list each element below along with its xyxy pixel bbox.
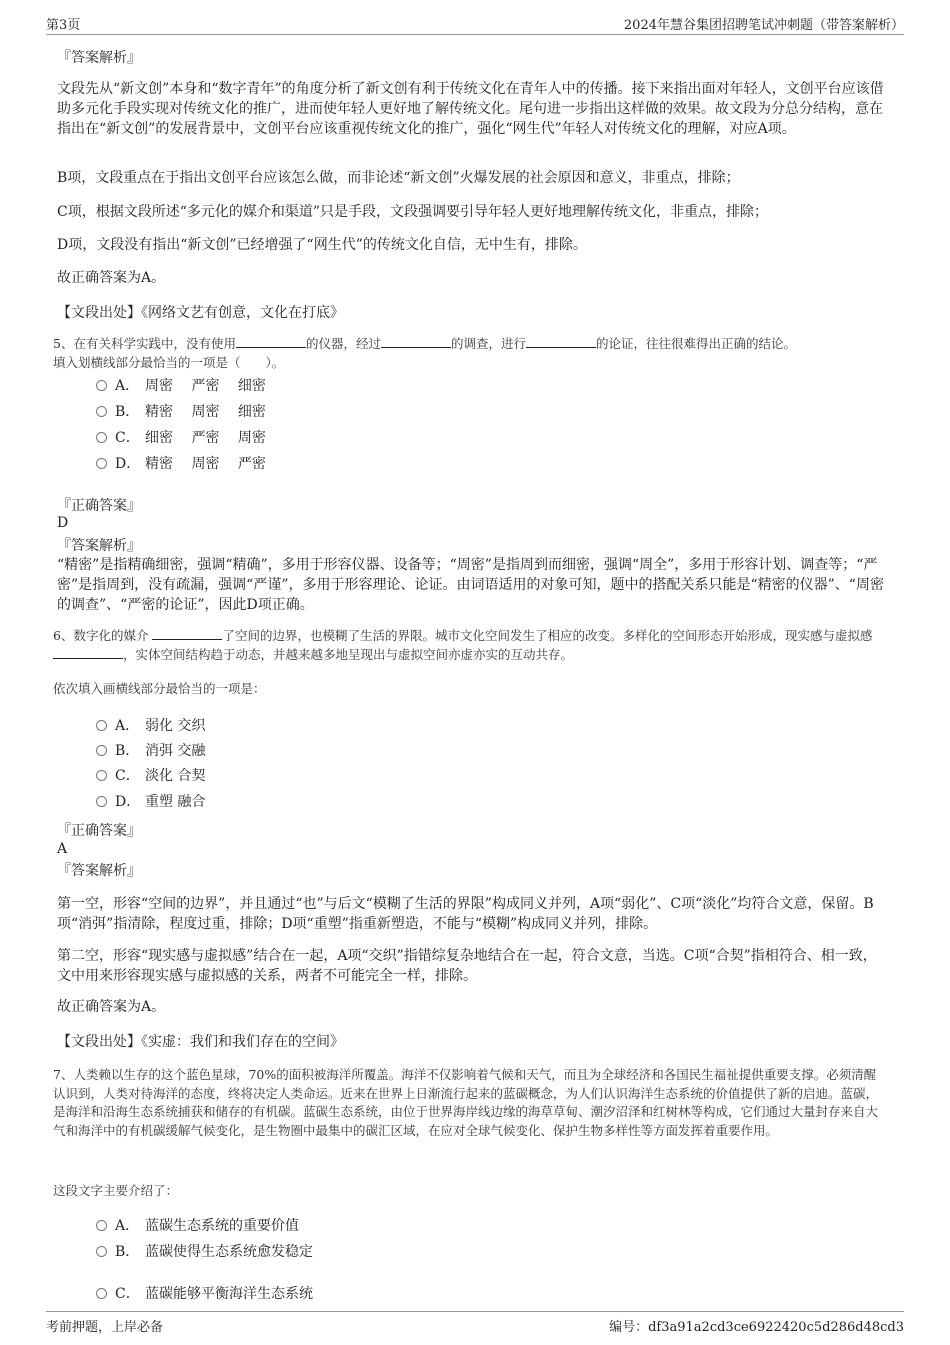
q6-stem-part: ，实体空间结构趋于动态，并越来越多地呈现出与虚拟空间亦虚亦实的互动共存。 [123,646,574,662]
option-text: 蓝碳生态系统的重要价值 [145,1218,299,1234]
footer-slogan: 考前押题，上岸必备 [46,1320,164,1335]
option-text: 精密 周密 严密 [145,456,266,472]
q7-instruction: 这段文字主要介绍了： [53,1183,179,1198]
radio-icon[interactable] [96,1246,107,1257]
option-letter: B． [115,743,140,759]
radio-icon[interactable] [96,745,107,756]
q4-analysis-p4: D项，文段没有指出“新文创”已经增强了“网生代”的传统文化自信，无中生有，排除。 [57,237,587,253]
q6-blank-2 [53,646,123,659]
option-letter: C． [115,768,140,784]
radio-icon[interactable] [96,406,107,417]
option-letter: D． [115,456,141,472]
q5-option-b[interactable] [96,402,266,422]
q6-instruction: 依次填入画横线部分最恰当的一项是： [53,681,266,696]
radio-icon[interactable] [96,380,107,391]
q5-option-a[interactable] [96,376,266,396]
q5-blank-2 [381,335,451,348]
page-header [46,14,904,35]
q5-stem-part: 的仪器，经过 [305,336,381,351]
radio-icon[interactable] [96,1288,107,1299]
q4-source: 【文段出处】《网络文艺有创意，文化在打底》 [57,305,344,321]
option-text: 淡化 合契 [145,768,206,784]
q7-stem: 7、人类赖以生存的这个蓝色星球，70%的面积被海洋所覆盖。海洋不仅影响着气候和天气，而且为全球经济和各国民生福祉提供重要支撑。必须清醒认识到，人类对待海洋的态度，终将决定人类命运。近来在世界上日渐流行起来的蓝碳概念，为人们认识海洋生态系统的价值提供了新的启迪。蓝碳，是海洋和沿海生态系统捕获和储存的有机碳。蓝碳生态系统，由位于世界海岸线边缘的海草草甸、潮汐沼泽和红树林等构成，它们通过大量封存来自大气和海洋中的有机碳缓解气候变化，是生物圈中最集中的碳汇区域，在应对全球气候变化、保护生物多样性等方面发挥着重要作用。 [53,1067,879,1138]
option-text: 精密 周密 细密 [145,404,266,420]
option-letter: C． [115,1286,140,1302]
q5-option-c[interactable] [96,428,266,448]
q5-stem-part: 5、在有关科学实践中，没有使用 [53,336,236,351]
radio-icon[interactable] [96,796,107,807]
q6-stem [53,627,888,664]
radio-icon[interactable] [96,770,107,781]
option-letter: A． [115,718,140,734]
q4-conclusion: 故正确答案为A。 [57,270,166,286]
q7-option-a[interactable] [96,1216,299,1236]
q5-answer-title: 『正确答案』 [57,498,141,514]
q6-option-c[interactable] [96,766,205,786]
option-letter: A． [115,1218,140,1234]
page-footer [46,1311,904,1338]
q6-analysis-p1: 第一空，形容“空间的边界”，并且通过“也”与后文“模糊了生活的界限”构成同义并列，A项“弱化”、C项“淡化”均符合文意，保留。B项“消弭”指清除，程度过重，排除；D项“重塑”指重新塑造，不能与“模糊”构成同义并列，排除。 [57,896,874,932]
q5-analysis: “精密”是指精确细密，强调“精确”，多用于形容仪器、设备等；“周密”是指周到而细密，强调“周全”，多用于形容计划、调查等；“严密”是指周到，没有疏漏，强调“严谨”，多用于形容理论、论证。由词语适用的对象可知，题中的搭配关系只能是“精密的仪器”、“周密的调查”、“严密的论证”，因此D项正确。 [57,557,884,613]
q5-stem-part: 的论证，往往很难得出正确的结论。 [596,336,797,351]
option-text: 重塑 融合 [145,794,206,810]
q6-answer: A [57,841,68,857]
option-text: 蓝碳能够平衡海洋生态系统 [145,1286,313,1302]
option-letter: C． [115,430,140,446]
option-letter: A． [115,378,140,394]
q4-analysis-p1: 文段先从“新文创”本身和“数字青年”的角度分析了新文创有利于传统文化在青年人中的传播。接下来指出面对年轻人，文创平台应该借助多元化手段实现对传统文化的推广，进而使年轻人更好地了解传统文化。尾句进一步指出这样做的效果。故文段为分总分结构，意在指出在“新文创”的发展背景中，文创平台应该重视传统文化的推广，强化“网生代”年轻人对传统文化的理解，对应A项。 [57,81,884,137]
q5-stem-part: 的调查，进行 [450,336,526,351]
option-text: 细密 严密 周密 [145,430,266,446]
q7-option-c[interactable] [96,1284,313,1304]
q6-analysis-title: 『答案解析』 [57,863,141,879]
q5-blank-1 [236,335,306,348]
option-text: 消弭 交融 [145,743,206,759]
option-text: 弱化 交织 [145,718,206,734]
q5-blank-3 [526,335,596,348]
q7-option-b[interactable] [96,1242,313,1262]
document-id: 编号：df3a91a2cd3ce6922420c5d286d48cd3 [609,1320,904,1335]
q5-instruction: 填入划横线部分最恰当的一项是（ ）。 [53,355,285,370]
q4-analysis-p2: B项，文段重点在于指出文创平台应该怎么做，而非论述“新文创”火爆发展的社会原因和意义，非重点，排除； [57,170,740,186]
q6-option-d[interactable] [96,792,205,812]
q6-blank-1 [152,627,222,640]
radio-icon[interactable] [96,458,107,469]
radio-icon[interactable] [96,1220,107,1231]
q6-option-b[interactable] [96,741,205,761]
q6-stem-part: 了空间的边界，也模糊了生活的界限。城市文化空间发生了相应的改变。多样化的空间形态开始形成，现实感与虚拟感 [222,628,873,643]
option-letter: B． [115,1244,140,1260]
radio-icon[interactable] [96,432,107,443]
option-letter: B． [115,404,140,420]
option-text: 蓝碳使得生态系统愈发稳定 [145,1244,313,1260]
q5-stem [53,335,888,354]
page-number: 第3页 [46,18,81,33]
q6-conclusion: 故正确答案为A。 [57,999,166,1015]
q6-stem-part: 6、数字化的媒介 [53,628,149,643]
q5-option-d[interactable] [96,454,266,474]
option-letter: D． [115,794,141,810]
q4-analysis-p3: C项，根据文段所述“多元化的媒介和渠道”只是手段，文段强调要引导年轻人更好地理解传统文化，非重点，排除； [57,204,769,220]
document-title: 2024年慧谷集团招聘笔试冲刺题（带答案解析） [623,18,904,33]
radio-icon[interactable] [96,720,107,731]
q5-analysis-title: 『答案解析』 [57,538,141,554]
q6-source: 【文段出处】《实虚：我们和我们存在的空间》 [57,1034,344,1050]
q6-option-a[interactable] [96,716,205,736]
q4-analysis-title: 『答案解析』 [57,50,141,66]
option-text: 周密 严密 细密 [145,378,266,394]
q6-answer-title: 『正确答案』 [57,823,141,839]
q6-analysis-p2: 第二空，形容“现实感与虚拟感”结合在一起，A项“交织”指错综复杂地结合在一起，符合文意，当选。C项“合契”指相符合、相一致，文中用来形容现实感与虚拟感的关系，两者不可能完全一样，排除。 [57,948,877,984]
q5-answer: D [57,515,69,531]
